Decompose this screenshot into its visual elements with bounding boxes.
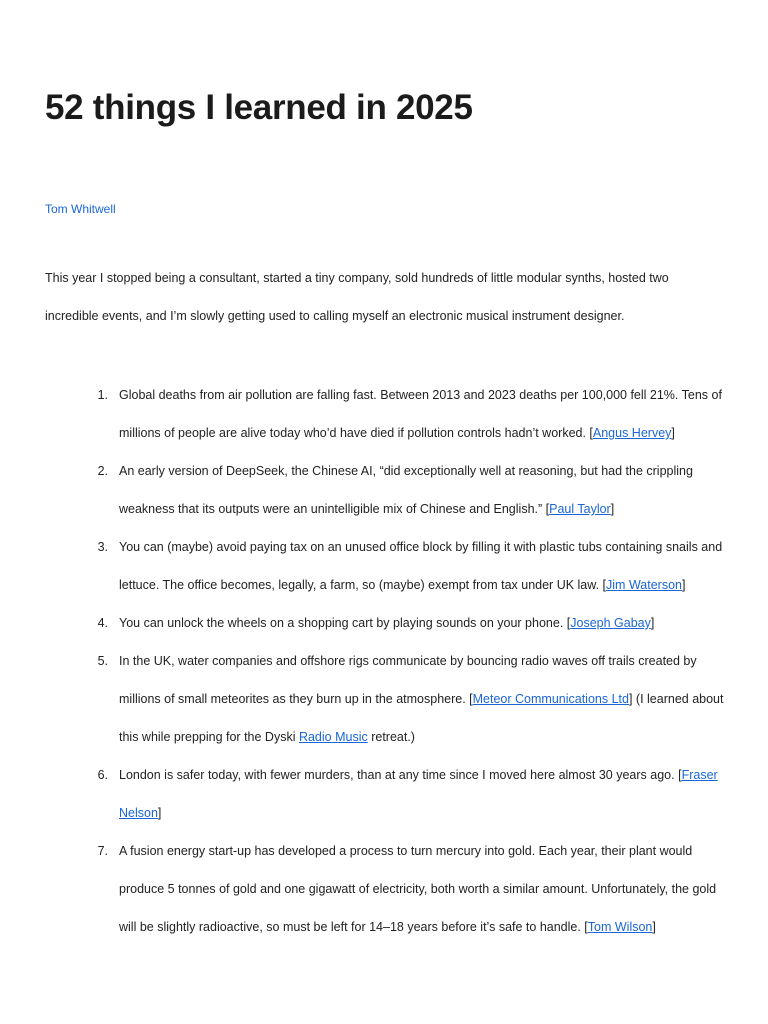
item-text-end: ] bbox=[671, 426, 675, 440]
article-title: 52 things I learned in 2025 bbox=[45, 88, 473, 127]
item-text-end: ] bbox=[681, 578, 686, 592]
source-link[interactable]: Jim Waterson bbox=[606, 578, 682, 592]
list-item bbox=[0, 376, 768, 452]
item-text-end: ] bbox=[610, 502, 615, 516]
item-text-end: ] bbox=[650, 616, 655, 630]
item-text: London is safer today, with fewer murders, than at any time since I moved here almost 30 years ago. [ bbox=[119, 768, 682, 782]
item-text: A fusion energy start-up has developed a process to turn mercury into gold. Each year, their plant would produce 5 tonnes of gold and one gigawatt of electricity, both worth a similar amount. Unfortunately, the gold will be slightly radioactive, so must be left for 14–18 years before it’s safe to handle. [ bbox=[119, 844, 717, 934]
list-item bbox=[0, 642, 768, 756]
source-link[interactable]: Meteor Communications Ltd bbox=[472, 692, 629, 706]
list-item bbox=[0, 832, 768, 946]
list-number: 6. bbox=[97, 768, 108, 782]
list-item bbox=[0, 604, 768, 642]
list-number: 2. bbox=[97, 464, 108, 478]
list-item bbox=[0, 756, 768, 832]
item-text-middle: ] (I learned about this while prepping for the Dyski bbox=[119, 692, 724, 744]
item-text: An early version of DeepSeek, the Chinese AI, “did exceptionally well at reasoning, but had the crippling weakness that its outputs were an unintelligible mix of Chinese and English.” [ bbox=[119, 464, 693, 516]
list-item bbox=[0, 452, 768, 528]
item-text-end: retreat.) bbox=[367, 730, 415, 744]
facts-list bbox=[0, 376, 768, 946]
author-link[interactable]: Tom Whitwell bbox=[45, 202, 116, 216]
list-number: 1. bbox=[97, 388, 108, 402]
item-text: You can unlock the wheels on a shopping cart by playing sounds on your phone. [ bbox=[119, 616, 571, 630]
item-text: You can (maybe) avoid paying tax on an unused office block by filling it with plastic tubs containing snails and lettuce. The office becomes, legally, a farm, so (maybe) exempt from tax under UK law. [ bbox=[119, 540, 723, 592]
article-intro: This year I stopped being a consultant, started a tiny company, sold hundreds of little modular synths, hosted two incredible events, and I’m slowly getting used to calling myself an electronic musical instrument designer. bbox=[45, 271, 669, 323]
list-number: 7. bbox=[97, 844, 108, 858]
list-number: 4. bbox=[97, 616, 108, 630]
list-number: 3. bbox=[97, 540, 108, 554]
item-text-end: ] bbox=[157, 806, 162, 820]
source-link[interactable]: Tom Wilson bbox=[587, 920, 653, 934]
source-link[interactable]: Fraser Nelson bbox=[119, 768, 718, 820]
item-text: Global deaths from air pollution are falling fast. Between 2013 and 2023 deaths per 100,000 fell 21%. Tens of millions of people are alive today who’d have died if pollution controls hadn’t worked. [ bbox=[119, 388, 722, 440]
item-text: In the UK, water companies and offshore rigs communicate by bouncing radio waves off trails created by millions of small meteorites as they burn up in the atmosphere. [ bbox=[119, 654, 697, 706]
item-text-end: ] bbox=[652, 920, 656, 934]
source-link[interactable]: Joseph Gabay bbox=[570, 616, 651, 630]
radio-music-link[interactable]: Radio Music bbox=[298, 730, 368, 744]
list-number: 5. bbox=[97, 654, 108, 668]
source-link[interactable]: Angus Hervey bbox=[592, 426, 672, 440]
list-item bbox=[0, 528, 768, 604]
source-link[interactable]: Paul Taylor bbox=[549, 502, 611, 516]
